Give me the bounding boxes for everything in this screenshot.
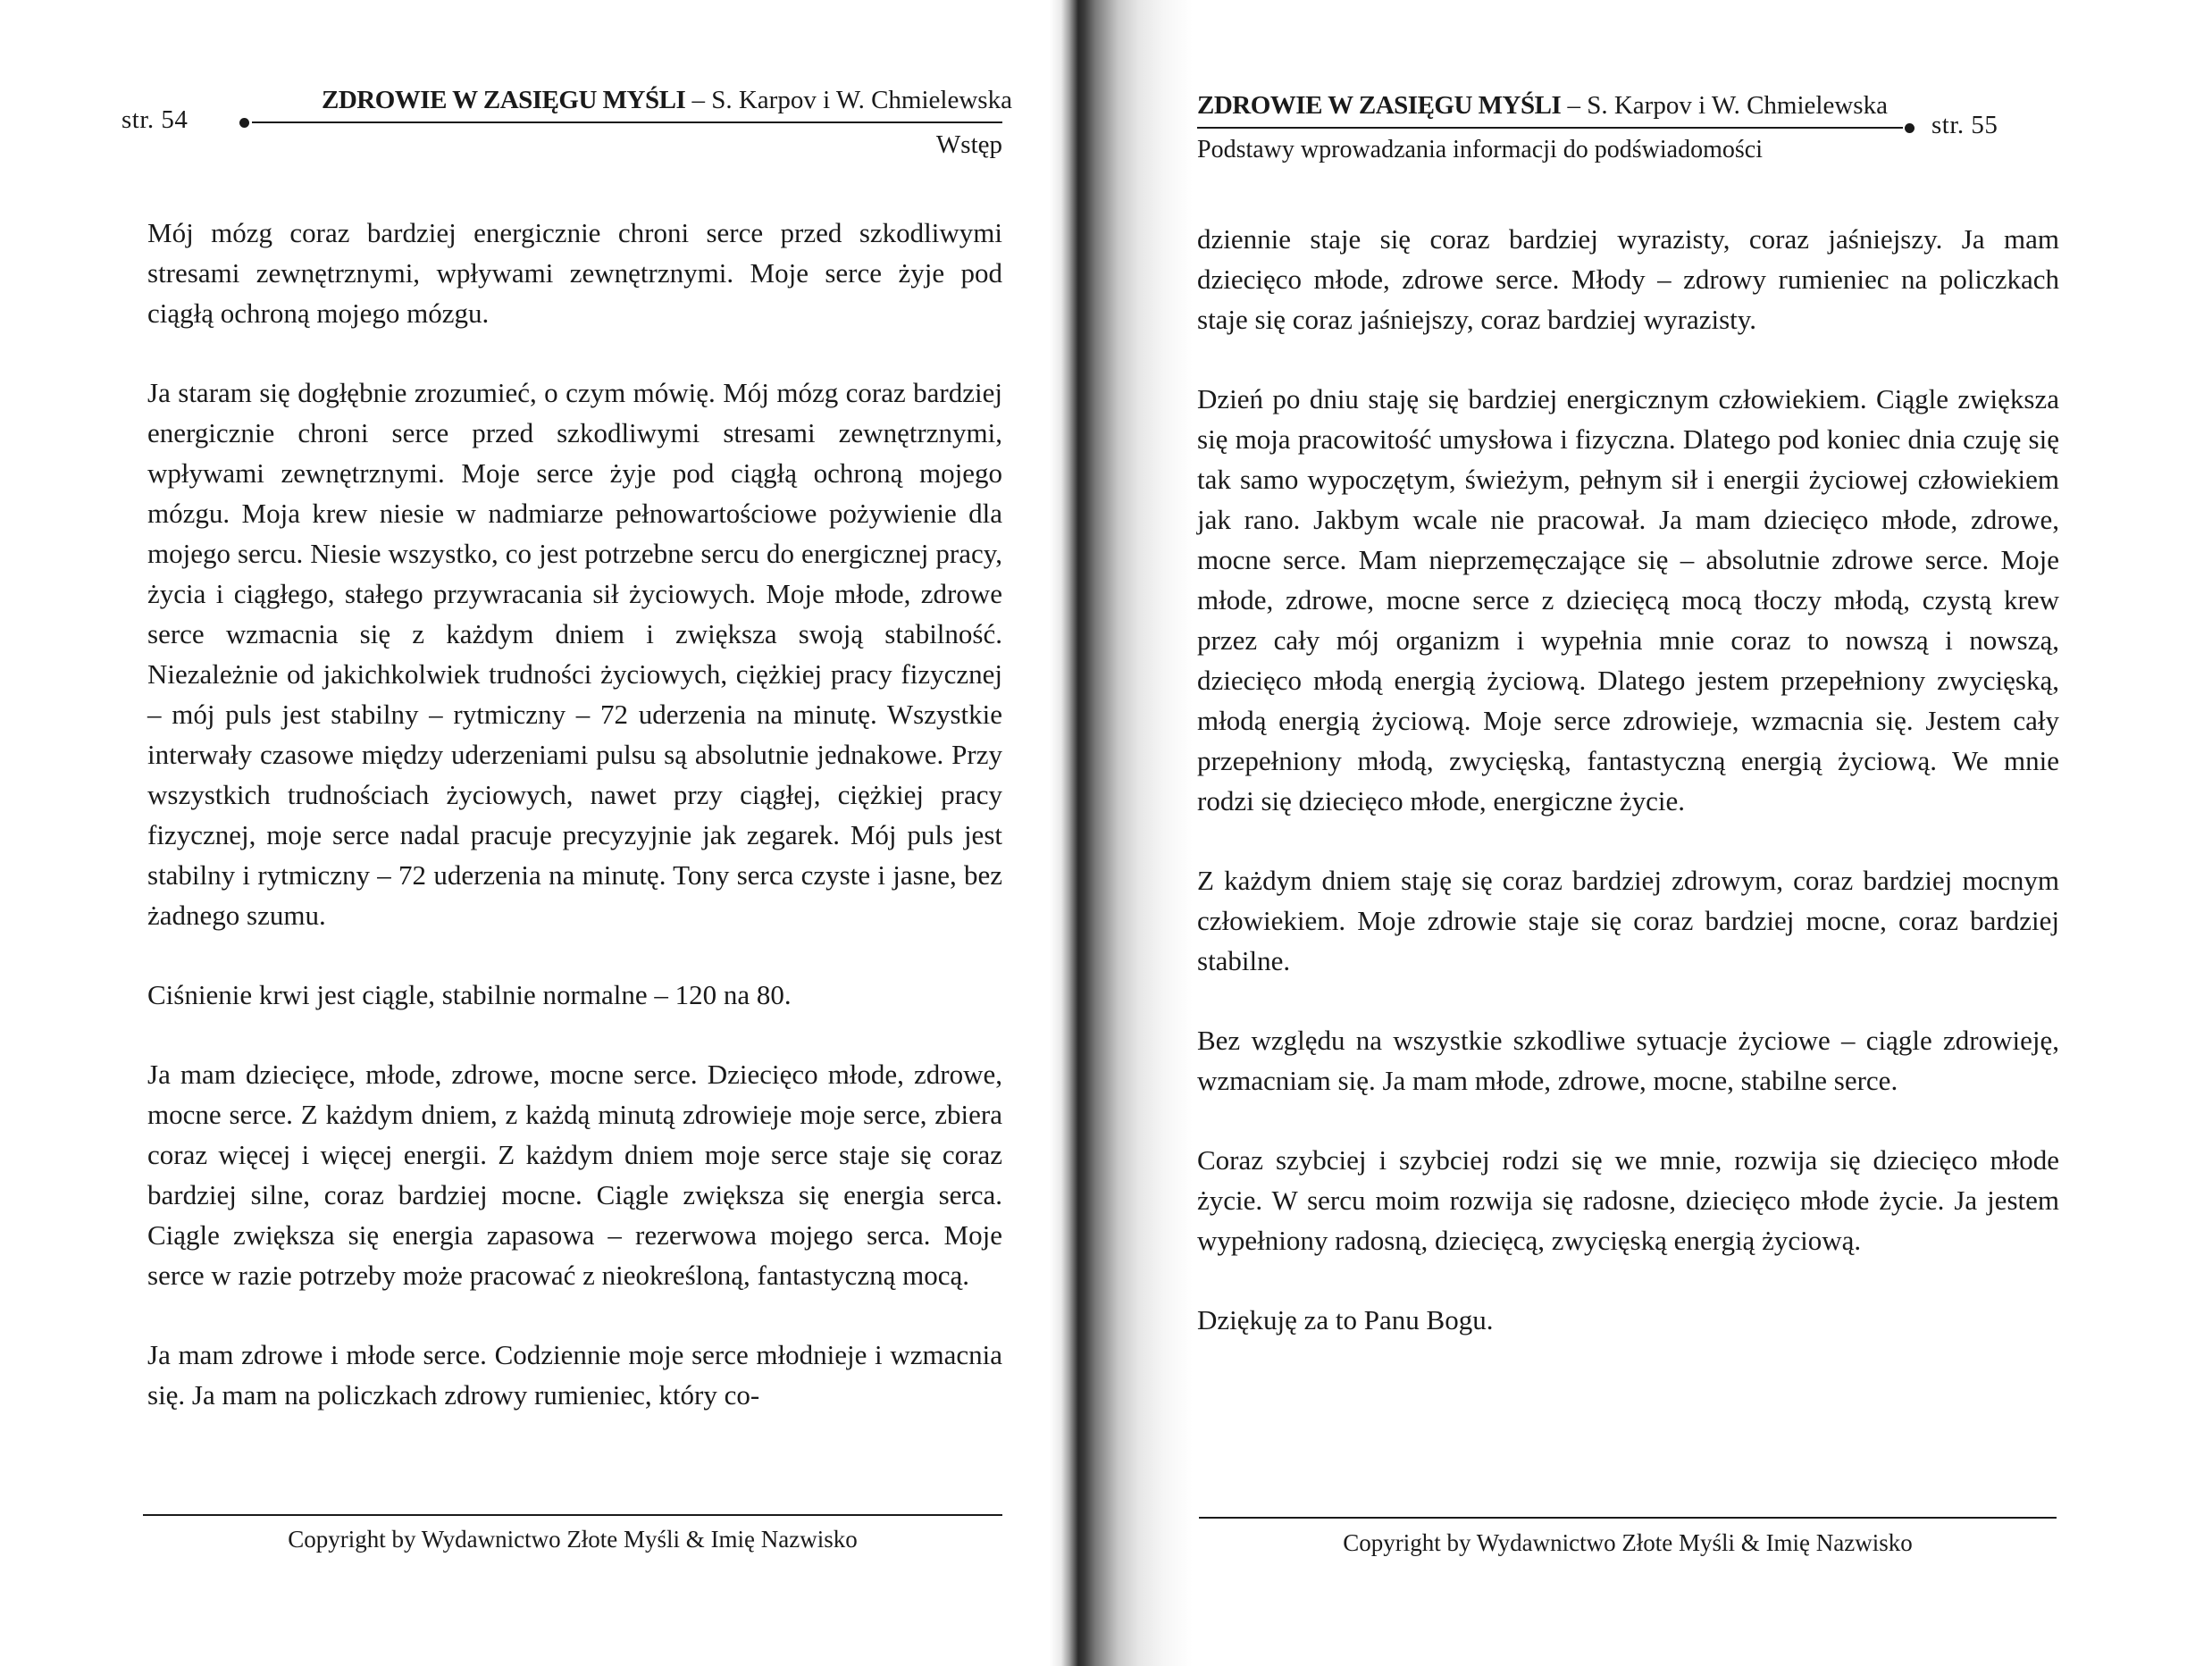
header-rule [252, 121, 1002, 123]
section-title: Wstęp [935, 130, 1002, 159]
paragraph: Ja staram się dogłębnie zrozumieć, o czym mówię. Mój mózg coraz bardziej energicznie chroni serce przed szkodliwymi stresami zewnętrznymi, wpływami zewnętrznymi. Moje serce żyje pod ciągłą ochroną mojego mózgu. Moja krew niesie w nadmiarze pełnowartościowe pożywienie dla mojego sercu. Niesie wszystko, co jest potrzebne sercu do energicznej pracy, życia i ciągłego, stałego przywracania sił życiowych. Moje młode, zdrowe serce wzmacnia się z każdym dniem i zwiększa swoją stabilność. Niezależnie od jakichkolwiek trudności życiowych, ciężkiej pracy fizycznej – mój puls jest stabilny – rytmiczny – 72 uderzenia na minutę. Wszystkie interwały czasowe między uderzeniami pulsu są absolutnie jednakowe. Przy wszystkich trudnościach życiowych, nawet przy ciągłej, ciężkiej pracy fizycznej, moje serce nadal pracuje precyzyjnie jak zegarek. Mój puls jest stabilny i rytmiczny – 72 uderzenia na minutę. Tony serca czyste i jasne, bez żadnego szumu. [147, 377, 1002, 931]
left-page [0, 0, 1072, 1666]
paragraph: Coraz szybciej i szybciej rodzi się we mnie, rozwija się dziecięco młode życie. W sercu moim rozwija się radosne, dziecięco młode życie. Ja jestem wypełniony radosną, dziecięcą, zwycięską energią życiową. [1197, 1144, 2059, 1256]
book-authors: – S. Karpov i W. Chmielewska [1561, 91, 1888, 120]
paragraph: dziennie staje się coraz bardziej wyrazisty, coraz jaśniejszy. Ja mam dziecięco młode, zdrowe serce. Młody – zdrowy rumieniec na policzkach staje się coraz jaśniejszy, coraz bardziej wyrazisty. [1197, 223, 2059, 335]
footer-copyright: Copyright by Wydawnictwo Złote Myśli & Imię Nazwisko [288, 1526, 858, 1553]
book-gutter-shadow [1050, 0, 1193, 1666]
header-bullet [1905, 123, 1915, 133]
right-page-header [1072, 0, 2212, 179]
book-title: ZDROWIE W ZASIĘGU MYŚLI [322, 86, 686, 114]
paragraph: Mój mózg coraz bardziej energicznie chroni serce przed szkodliwymi stresami zewnętrznymi, wpływami zewnętrznymi. Moje serce żyje pod ciągłą ochroną mojego mózgu. [147, 217, 1002, 329]
header-bullet [239, 118, 249, 128]
right-page [1072, 0, 2212, 1666]
page-number: str. 54 [121, 105, 189, 134]
footer-copyright: Copyright by Wydawnictwo Złote Myśli & Imię Nazwisko [1343, 1529, 1913, 1556]
book-authors: – S. Karpov i W. Chmielewska [685, 86, 1012, 114]
footer-rule [143, 1514, 1002, 1516]
page-number: str. 55 [1931, 111, 1998, 139]
paragraph: Ciśnienie krwi jest ciągle, stabilnie normalne – 120 na 80. [147, 979, 792, 1010]
footer-rule [1199, 1517, 2057, 1519]
paragraph: Bez względu na wszystkie szkodliwe sytuacje życiowe – ciągle zdrowieję, wzmacniam się. Ja mam młode, zdrowe, mocne, stabilne serce. [1197, 1025, 2059, 1096]
paragraph: Dzień po dniu staję się bardziej energicznym człowiekiem. Ciągle zwiększa się moja pracowitość umysłowa i fizyczna. Dlatego pod koniec dnia czuję się tak samo wypoczętym, świeżym, pełnym sił i energii życiowej człowiekiem jak rano. Jakbym wcale nie pracował. Ja mam dziecięco młode, zdrowe, mocne serce. Mam nieprzemęczające się – absolutnie zdrowe serce. Moje młode, zdrowe, mocne serce z dziecięcą mocą tłoczy młodą, czystą krew przez cały mój organizm i wypełnia mnie coraz to nowszą i nowszą, dziecięco młodą energią życiową. Dlatego jestem przepełniony zwycięską, młodą energią życiową. Moje serce zdrowieje, wzmacnia się. Jestem cały przepełniony młodą, zwycięską, fantastyczną energią życiową. We mnie rodzi się dziecięco młode, energiczne życie. [1197, 383, 2059, 816]
running-title [322, 86, 1012, 115]
paragraph: Ja mam dziecięce, młode, zdrowe, mocne serce. Dziecięco młode, zdrowe, mocne serce. Z każdym dniem, z każdą minutą zdrowieje moje serce, zbiera coraz więcej i więcej energii. Z każdym dniem moje serce staje się coraz bardziej silne, coraz bardziej mocne. Ciągle zwiększa się energia serca. Ciągle zwiększa się energia zapasowa – rezerwowa mojego serca. Moje serce w razie potrzeby może pracować z nieokreśloną, fantastyczną mocą. [147, 1059, 1002, 1291]
running-title [1197, 91, 1888, 121]
left-page-body [147, 213, 1002, 1454]
book-title: ZDROWIE W ZASIĘGU MYŚLI [1197, 91, 1562, 120]
paragraph: Dziękuję za to Panu Bogu. [1197, 1304, 1494, 1335]
header-rule [1197, 127, 1903, 129]
paragraph: Z każdym dniem staję się coraz bardziej zdrowym, coraz bardziej mocnym człowiekiem. Moje zdrowie staje się coraz bardziej mocne, coraz bardziej stabilne. [1197, 865, 2059, 976]
left-page-header [0, 0, 1072, 179]
paragraph: Ja mam zdrowe i młode serce. Codziennie moje serce młodnieje i wzmacnia się. Ja mam na policzkach zdrowy rumieniec, który co- [147, 1339, 1002, 1411]
right-page-body [1197, 219, 2059, 1379]
section-title: Podstawy wprowadzania informacji do podświadomości [1197, 136, 1763, 163]
